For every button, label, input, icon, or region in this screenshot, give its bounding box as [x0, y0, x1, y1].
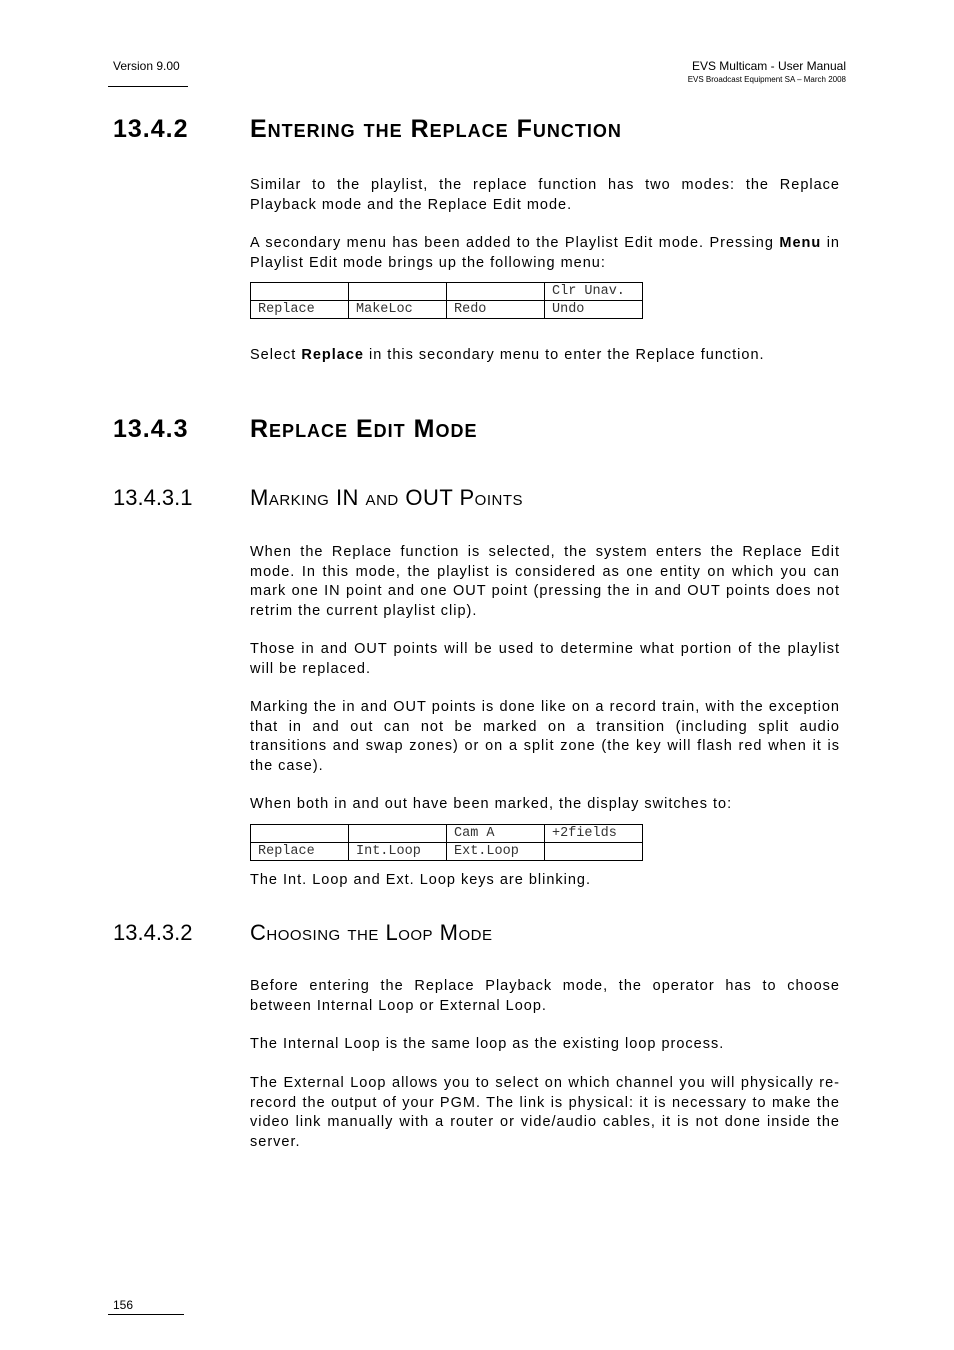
header-publisher: EVS Broadcast Equipment SA – March 2008: [687, 75, 846, 84]
subsection-number: 13.4.3.2: [113, 920, 193, 945]
header-right: [688, 59, 846, 84]
section-heading-13-4-3: [113, 415, 477, 444]
header-version: Version 9.00: [113, 59, 180, 73]
footer-divider: [108, 1314, 184, 1315]
paragraph: The Internal Loop is the same loop as the existing loop process.: [250, 1036, 725, 1052]
header-left-divider: [108, 86, 188, 87]
paragraph: Before entering the Replace Playback mode, the operator has to choose between Internal Loop or External Loop.: [250, 978, 840, 1014]
page-number: 156: [113, 1298, 134, 1312]
menu-key-label: Menu: [779, 235, 822, 251]
paragraph: The External Loop allows you to select on which channel you will physically re-record the output of your PGM. The link is physical: it is necessary to make the video link manually with a router or vide/audio cables, it is not done inside the server.: [250, 1075, 840, 1150]
paragraph: The Int. Loop and Ext. Loop keys are blinking.: [250, 872, 592, 888]
table-cell: MakeLoc: [349, 301, 447, 319]
table-cell: [349, 283, 447, 301]
secondary-menu-table: [250, 282, 643, 319]
replace-key-label: Replace: [301, 347, 364, 363]
table-cell: [349, 825, 447, 843]
table-cell: Replace: [251, 301, 349, 319]
replace-display-table: [250, 824, 643, 861]
table-row: [251, 843, 643, 861]
paragraph-text: in this secondary menu to enter the Replace function.: [363, 347, 765, 363]
paragraph: When the Replace function is selected, the system enters the Replace Edit mode. In this mode, the playlist is considered as one entity on which you can mark one IN point and one OUT point (pressing the in and OUT points does not retrim the current playlist clip).: [250, 544, 840, 619]
subsection-number: 13.4.3.1: [113, 485, 193, 510]
table-cell: Cam A: [447, 825, 545, 843]
table-cell: [545, 843, 643, 861]
paragraph: [250, 346, 840, 366]
section-number: 13.4.3: [113, 415, 189, 443]
table-row: [251, 825, 643, 843]
subsection-title: Marking IN and OUT Points: [250, 485, 524, 510]
paragraph-text: Select: [250, 347, 302, 363]
table-cell: Undo: [545, 301, 643, 319]
table-cell: Ext.Loop: [447, 843, 545, 861]
paragraph: Marking the in and OUT points is done like on a record train, with the exception that in and out can not be marked on a transition (including split audio transitions and swap zones) or on a split zone (the key will flash red when it is the case).: [250, 699, 840, 774]
table-row: [251, 283, 643, 301]
paragraph-text: A secondary menu has been added to the Playlist Edit mode. Pressing: [250, 235, 780, 251]
paragraph: Those in and OUT points will be used to determine what portion of the playlist will be replaced.: [250, 641, 840, 677]
paragraph: When both in and out have been marked, the display switches to:: [250, 796, 733, 812]
table-row: [251, 301, 643, 319]
subsection-title: Choosing the Loop Mode: [250, 920, 493, 945]
table-cell: [251, 825, 349, 843]
section-number: 13.4.2: [113, 115, 189, 143]
table-cell: Replace: [251, 843, 349, 861]
header-manual-title: EVS Multicam - User Manual: [691, 59, 846, 73]
table-cell: [251, 283, 349, 301]
subsection-heading-13-4-3-1: [113, 485, 523, 511]
paragraph-text: in Playlist Edit mode brings up the following menu:: [250, 235, 840, 271]
paragraph: Similar to the playlist, the replace function has two modes: the Replace Playback mode and the Replace Edit mode.: [250, 177, 840, 213]
section-title: Replace Edit Mode: [250, 415, 478, 443]
section-heading-13-4-2: [113, 115, 622, 144]
paragraph: [250, 234, 840, 273]
subsection-heading-13-4-3-2: [113, 920, 492, 946]
table-cell: Int.Loop: [349, 843, 447, 861]
table-cell: Redo: [447, 301, 545, 319]
table-cell: +2fields: [545, 825, 643, 843]
table-cell: [447, 283, 545, 301]
table-cell: Clr Unav.: [545, 283, 643, 301]
section-title: Entering the Replace Function: [250, 115, 622, 143]
